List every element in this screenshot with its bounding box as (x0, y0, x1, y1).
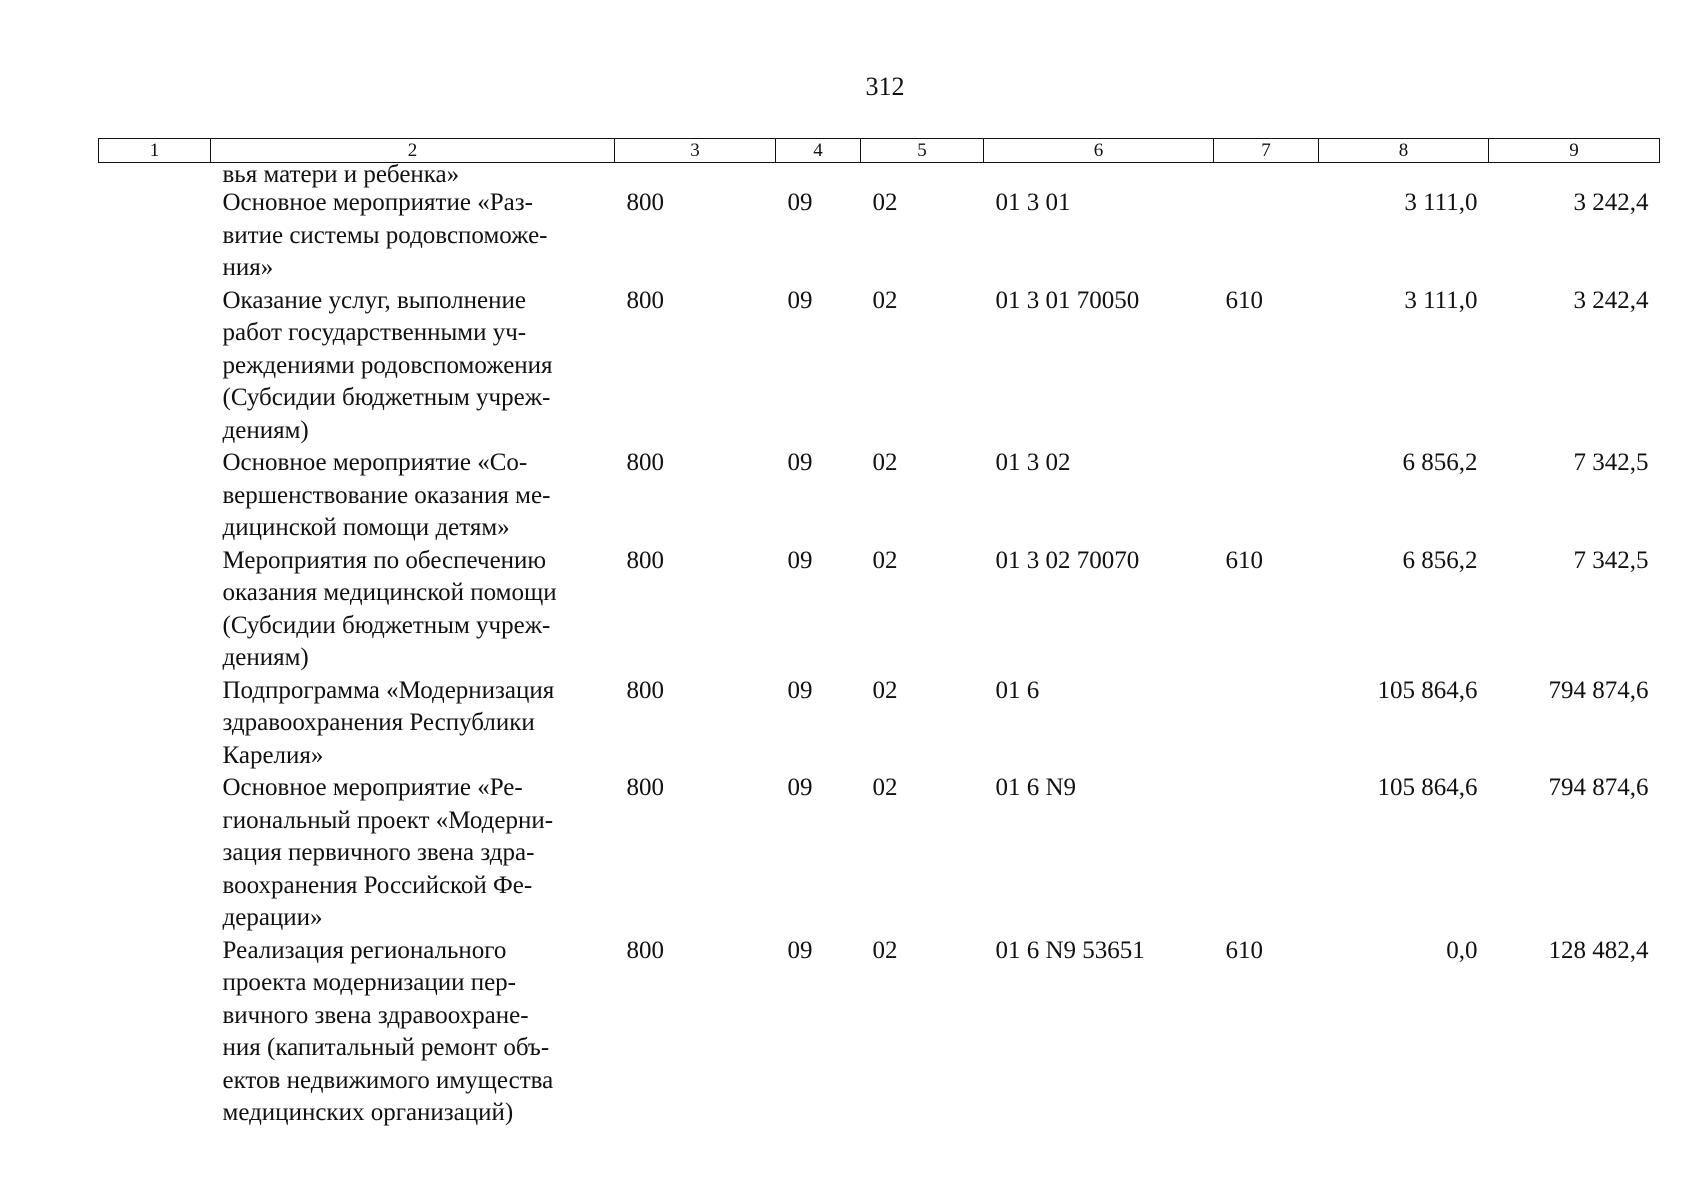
header-row (99, 139, 1660, 163)
table-row (99, 675, 1660, 773)
subsection-code: 02 (872, 936, 898, 964)
description-line: реждениями родовспоможения (222, 351, 553, 379)
subsection-code: 02 (872, 774, 898, 801)
description-line: работ государственными уч- (222, 319, 527, 346)
description-line: Мероприятия по обеспечению (222, 546, 547, 574)
target-article-code: 01 3 02 70070 (995, 546, 1140, 574)
amount-year-1: 3 111,0 (1404, 286, 1478, 314)
description-line: оказания медицинской помощи (222, 579, 557, 606)
amount-year-1: 105 864,6 (1377, 774, 1478, 801)
amount-year-2: 3 242,4 (1573, 286, 1649, 314)
amount-year-1: 0,0 (1446, 936, 1478, 964)
description-line: гиональный проект «Модерни- (222, 806, 554, 834)
table-row (99, 935, 1660, 1130)
target-article-code: 01 3 02 (995, 449, 1071, 476)
chapter-code: 09 (787, 774, 813, 801)
amount-year-2: 3 242,4 (1573, 189, 1649, 216)
description-line: вершенствование оказания ме- (222, 481, 551, 509)
cell-col1 (99, 447, 211, 545)
amount-year-2: 794 874,6 (1548, 774, 1649, 801)
amount-year-2: 7 342,5 (1573, 449, 1649, 476)
chapter-code: 09 (787, 936, 813, 964)
section-code: 800 (626, 936, 664, 964)
subsection-code: 02 (872, 546, 898, 574)
description-line: вичного звена здравоохране- (222, 1001, 529, 1029)
chapter-code: 09 (787, 189, 813, 216)
target-article-code: 01 3 01 (995, 189, 1071, 216)
table-row (99, 447, 1660, 545)
chapter-code: 09 (787, 286, 813, 314)
description-line: Основное мероприятие «Со- (222, 449, 528, 476)
description-line: (Субсидии бюджетным учреж- (222, 384, 551, 411)
column-header-2: 2 (211, 139, 615, 163)
amount-year-1: 3 111,0 (1404, 189, 1478, 216)
row-description (211, 935, 615, 1130)
description-line: здравоохранения Республики (222, 709, 535, 736)
table-row (99, 187, 1660, 285)
row-description (211, 285, 615, 448)
chapter-code: 09 (787, 449, 813, 476)
subsection-code: 02 (872, 449, 898, 476)
description-line: Оказание услуг, выполнение (222, 286, 526, 314)
column-header-9: 9 (1489, 139, 1660, 163)
description-line: проекта модернизации пер- (222, 969, 517, 996)
amount-year-1: 6 856,2 (1402, 449, 1478, 476)
column-header-7: 7 (1214, 139, 1319, 163)
description-line: дениям) (222, 416, 309, 444)
description-line: дицинской помощи детям» (222, 514, 510, 541)
section-code: 800 (626, 449, 664, 476)
row-description (211, 447, 615, 545)
description-line: витие системы родовспоможе- (222, 221, 548, 249)
amount-year-2: 7 342,5 (1573, 546, 1649, 574)
expense-type-code (1214, 447, 1319, 545)
description-line: Основное мероприятие «Раз- (222, 189, 533, 216)
row-description (211, 545, 615, 675)
description-line: дениям) (222, 644, 309, 671)
section-code: 800 (626, 546, 664, 574)
description-line: зация первичного звена здра- (222, 839, 535, 866)
cell-col1 (99, 163, 211, 188)
column-header-6: 6 (984, 139, 1214, 163)
target-article-code: 01 6 N9 53651 (995, 936, 1145, 964)
expense-type-code (1214, 772, 1319, 935)
section-code: 800 (626, 189, 664, 216)
continuation-row (99, 163, 1660, 188)
expense-type-code: 610 (1225, 546, 1263, 574)
description-line: Основное мероприятие «Ре- (222, 774, 523, 801)
expense-type-code: 610 (1225, 286, 1263, 314)
description-line: (Субсидии бюджетным учреж- (222, 611, 551, 639)
description-line: Подпрограмма «Модернизация (222, 676, 555, 704)
subsection-code: 02 (872, 189, 898, 216)
description-line: дерации» (222, 904, 323, 931)
table-row (99, 772, 1660, 935)
section-code: 800 (626, 774, 664, 801)
page-number: 312 (865, 72, 905, 101)
row-description (211, 675, 615, 773)
row-description (211, 187, 615, 285)
description-line: ния» (222, 254, 274, 281)
description-line: воохранения Российской Фе- (222, 871, 533, 899)
target-article-code: 01 3 01 70050 (995, 286, 1140, 314)
column-header-8: 8 (1319, 139, 1489, 163)
description-line: Карелия» (222, 741, 324, 769)
column-header-5: 5 (861, 139, 984, 163)
chapter-code: 09 (787, 546, 813, 574)
column-header-1: 1 (99, 139, 211, 163)
cell-col1 (99, 545, 211, 675)
target-article-code: 01 6 (995, 676, 1040, 704)
amount-year-1: 105 864,6 (1377, 676, 1478, 704)
amount-year-2: 128 482,4 (1548, 936, 1649, 964)
description-line: ектов недвижимого имущества (222, 1066, 554, 1094)
amount-year-1: 6 856,2 (1402, 546, 1478, 574)
row-description (211, 772, 615, 935)
cell-col1 (99, 675, 211, 773)
chapter-code: 09 (787, 676, 813, 704)
section-code: 800 (626, 286, 664, 314)
target-article-code: 01 6 N9 (995, 774, 1077, 801)
description-line: ния (капитальный ремонт объ- (222, 1034, 550, 1061)
continued-description: вья матери и ребенка» (222, 161, 460, 188)
expense-type-code (1214, 675, 1319, 773)
subsection-code: 02 (872, 676, 898, 704)
table-row (99, 545, 1660, 675)
amount-year-2: 794 874,6 (1548, 676, 1649, 704)
cell-col1 (99, 772, 211, 935)
section-code: 800 (626, 676, 664, 704)
cell-col1 (99, 187, 211, 285)
expense-type-code (1214, 187, 1319, 285)
cell-col1 (99, 285, 211, 448)
budget-table (98, 138, 1660, 1130)
table-row (99, 285, 1660, 448)
column-header-3: 3 (615, 139, 776, 163)
expense-type-code: 610 (1225, 936, 1263, 964)
subsection-code: 02 (872, 286, 898, 314)
column-header-4: 4 (776, 139, 861, 163)
description-line: медицинских организаций) (222, 1099, 514, 1126)
description-line: Реализация регионального (222, 936, 507, 964)
cell-col1 (99, 935, 211, 1130)
